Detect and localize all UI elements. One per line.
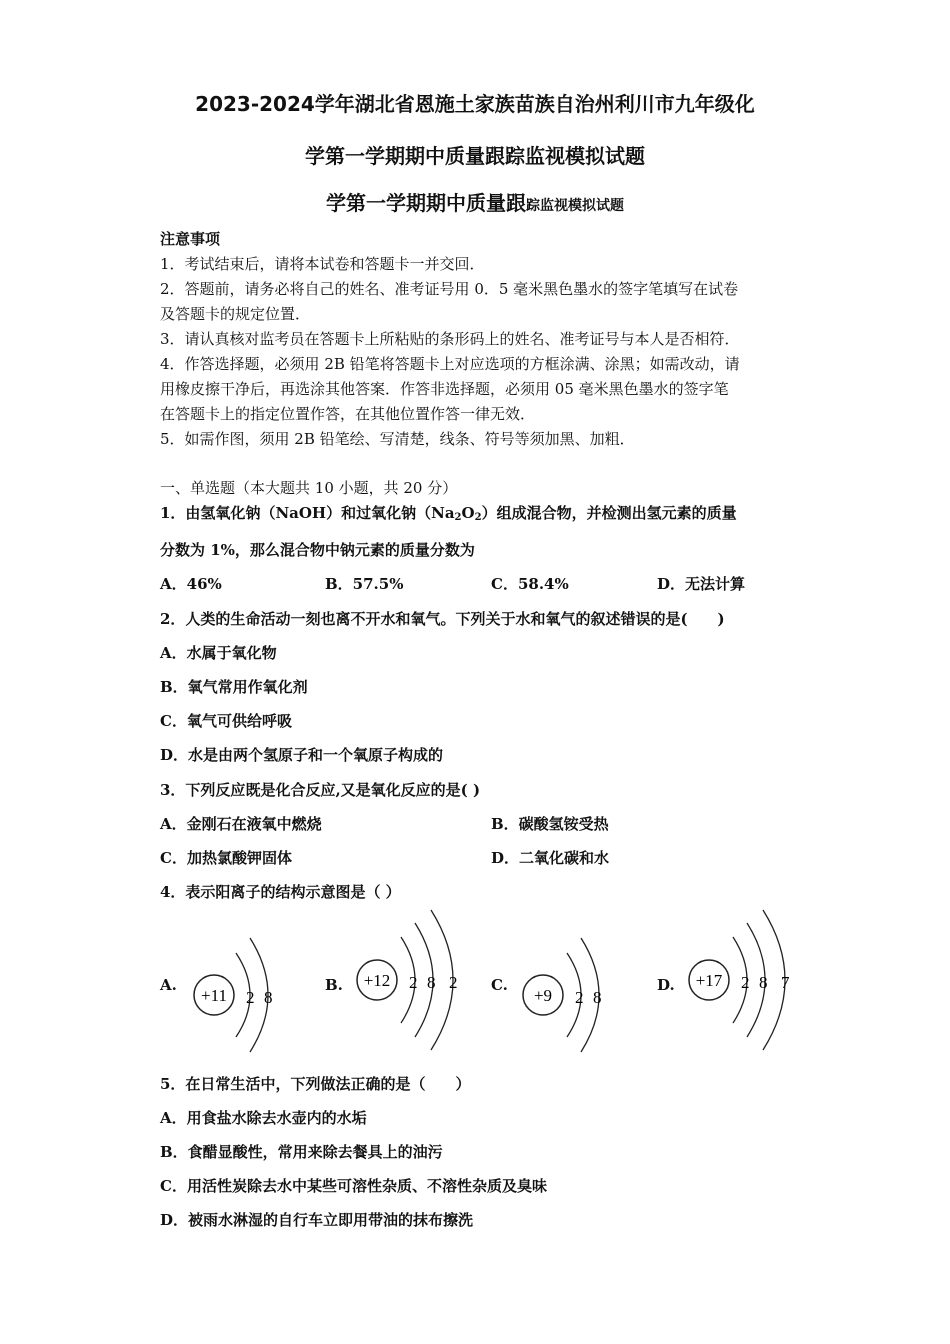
notice-item: 2．答题前，请务必将自己的姓名、准考证号用 0．5 毫米黑色墨水的签字笔填写在试卷 (160, 280, 739, 298)
question-1-stem-continued: 分数为 1%，那么混合物中钠元素的质量分数为 (160, 541, 475, 559)
question-3-option-d: D．二氧化碳和水 (491, 849, 610, 867)
svg-text:2: 2 (246, 988, 255, 1007)
svg-text:2: 2 (409, 973, 418, 992)
question-4-stem: 4．表示阳离子的结构示意图是（ ） (160, 883, 401, 901)
notice-item: 1．考试结束后，请将本试卷和答题卡一并交回． (160, 255, 485, 273)
notice-item: 4．作答选择题，必须用 2B 铅笔将答题卡上对应选项的方框涂满、涂黑；如需改动，请 (160, 355, 740, 373)
question-3-option-c: C．加热氯酸钾固体 (160, 849, 292, 867)
notice-item: 5．如需作图，须用 2B 铅笔绘、写清楚，线条、符号等须加黑、加粗． (160, 430, 635, 448)
question-3-stem: 3．下列反应既是化合反应,又是氧化反应的是( ) (160, 781, 481, 799)
question-2-option-c: C．氧气可供给呼吸 (160, 712, 292, 730)
question-1-stem: 1．由氢氧化钠（NaOH）和过氧化钠$(Na_2O_2)$组成混合物，并检测出氢元素的质量 (160, 504, 737, 523)
svg-text:8: 8 (427, 973, 436, 992)
question-2-option-d: D．水是由两个氢原子和一个氧原子构成的 (160, 746, 444, 764)
section-heading: 一、单选题（本大题共 10 小题，共 20 分） (160, 479, 458, 497)
svg-text:2: 2 (575, 988, 584, 1007)
atom-structure-diagram-d (677, 905, 867, 1055)
notice-item: 及答题卡的规定位置． (160, 305, 311, 323)
svg-text:2: 2 (741, 973, 750, 992)
question-5-stem: 5．在日常生活中，下列做法正确的是（ ） (160, 1075, 471, 1093)
notice-item: 用橡皮擦干净后，再选涂其他答案．作答非选择题，必须用 05 毫米黑色墨水的签字笔 (160, 380, 729, 398)
svg-text:+11: +11 (201, 986, 227, 1005)
diagram-b-label: B. (325, 976, 343, 994)
question-5-option-b: B．食醋显酸性，常用来除去餐具上的油污 (160, 1143, 443, 1161)
question-3-option-a: A．金刚石在液氧中燃烧 (160, 815, 322, 833)
title-line-3-small: 踪监视模拟试题 (526, 198, 624, 214)
exam-title-line-2: 学第一学期期中质量跟踪监视模拟试题 (305, 144, 645, 168)
question-5-option-d: D．被雨水淋湿的自行车立即用带油的抹布擦洗 (160, 1211, 474, 1229)
svg-text:+9: +9 (533, 986, 553, 1005)
svg-text:8: 8 (264, 988, 273, 1007)
question-2-stem: 2．人类的生命活动一刻也离不开水和氧气。下列关于水和氧气的叙述错误的是( ) (160, 610, 725, 628)
question-2-option-a: A．水属于氧化物 (160, 644, 277, 662)
svg-text:2: 2 (449, 973, 458, 992)
question-1-option-a: A．46% (160, 575, 222, 593)
question-5-option-a: A．用食盐水除去水壶内的水垢 (160, 1109, 367, 1127)
exam-title-line-3 (0, 187, 950, 216)
svg-text:+12: +12 (363, 971, 391, 990)
svg-text:7: 7 (781, 973, 790, 992)
exam-title-line-1: 2023-2024学年湖北省恩施土家族苗族自治州利川市九年级化 (195, 92, 755, 116)
question-3-option-b: B．碳酸氢铵受热 (491, 815, 609, 833)
svg-text:8: 8 (593, 988, 602, 1007)
diagram-d-label: D. (657, 976, 675, 994)
question-1-option-b: B．57.5% (325, 575, 404, 593)
question-5-option-c: C．用活性炭除去水中某些可溶性杂质、不溶性杂质及臭味 (160, 1177, 547, 1195)
diagram-a-label: A. (160, 976, 177, 994)
notice-item: 3．请认真核对监考员在答题卡上所粘贴的条形码上的姓名、准考证号与本人是否相符． (160, 330, 740, 348)
notice-item: 在答题卡上的指定位置作答，在其他位置作答一律无效． (160, 405, 536, 423)
question-1-option-d: D．无法计算 (657, 575, 746, 593)
svg-text:8: 8 (759, 973, 768, 992)
question-1-option-c: C．58.4% (491, 575, 569, 593)
notice-heading: 注意事项 (160, 230, 221, 248)
title-line-3-large: 学第一学期期中质量跟 (326, 191, 526, 215)
question-2-option-b: B．氧气常用作氧化剂 (160, 678, 308, 696)
diagram-c-label: C. (491, 976, 508, 994)
svg-text:+17: +17 (695, 971, 723, 990)
